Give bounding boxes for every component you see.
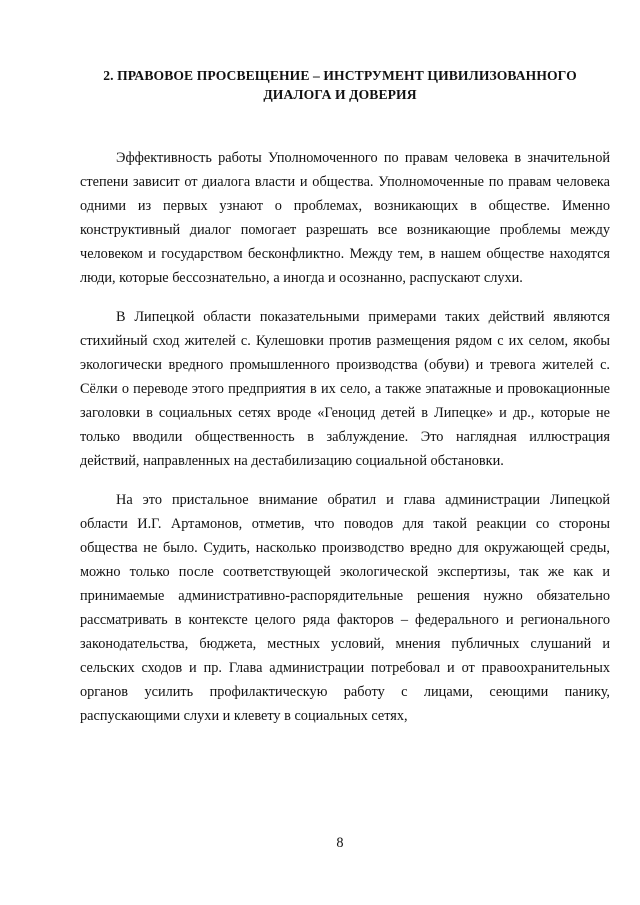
section-heading — [60, 66, 620, 104]
section-heading-line-1: 2. ПРАВОВОЕ ПРОСВЕЩЕНИЕ – ИНСТРУМЕНТ ЦИВИЛИЗОВАННОГО — [103, 68, 577, 83]
section-heading-line-2: ДИАЛОГА И ДОВЕРИЯ — [263, 87, 417, 102]
paragraph-3: На это пристальное внимание обратил и глава администрации Липецкой области И.Г. Артамонов, отметив, что поводов для такой реакции со стороны общества не было. Судить, насколько производство вредно для окружающей среды, можно только после соответствующей экологической экспертизы, так же как и принимаемые административно-распорядительные решения нужно обязательно рассматривать в контексте целого ряда факторов – федерального и регионального законодательства, бюджета, местных условий, мнения публичных слушаний и сельских сходов и пр. Глава администрации потребовал и от правоохранительных органов усилить профилактическую работу с лицами, сеющими панику, распускающими слухи и клевету в социальных сетях, — [80, 492, 610, 724]
paragraph-2: В Липецкой области показательными примерами таких действий являются стихийный сход жителей с. Кулешовки против размещения рядом с их селом, якобы экологически вредного промышленного производства (обуви) и тревога жителей с. Сёлки о переводе этого предприятия в их село, а также эпатажные и провокационные заголовки в социальных сетях вроде «Геноцид детей в Липецке» и др., которые не только вводили общественность в заблуждение. Это наглядная иллюстрация действий, направленных на дестабилизацию социальной обстановки. — [80, 309, 610, 469]
paragraph-1: Эффективность работы Уполномоченного по правам человека в значительной степени зависит от диалога власти и общества. Уполномоченные по правам человека одними из первых узнают о проблемах, возникающих в обществе. Именно конструктивный диалог помогает разрешать все возникающие проблемы между человеком и государством бесконфликтно. Между тем, в нашем обществе находятся люди, которые бессознательно, а иногда и осознанно, распускают слухи. — [80, 150, 610, 286]
page-number: 8 — [336, 835, 344, 851]
body-text — [80, 146, 610, 743]
